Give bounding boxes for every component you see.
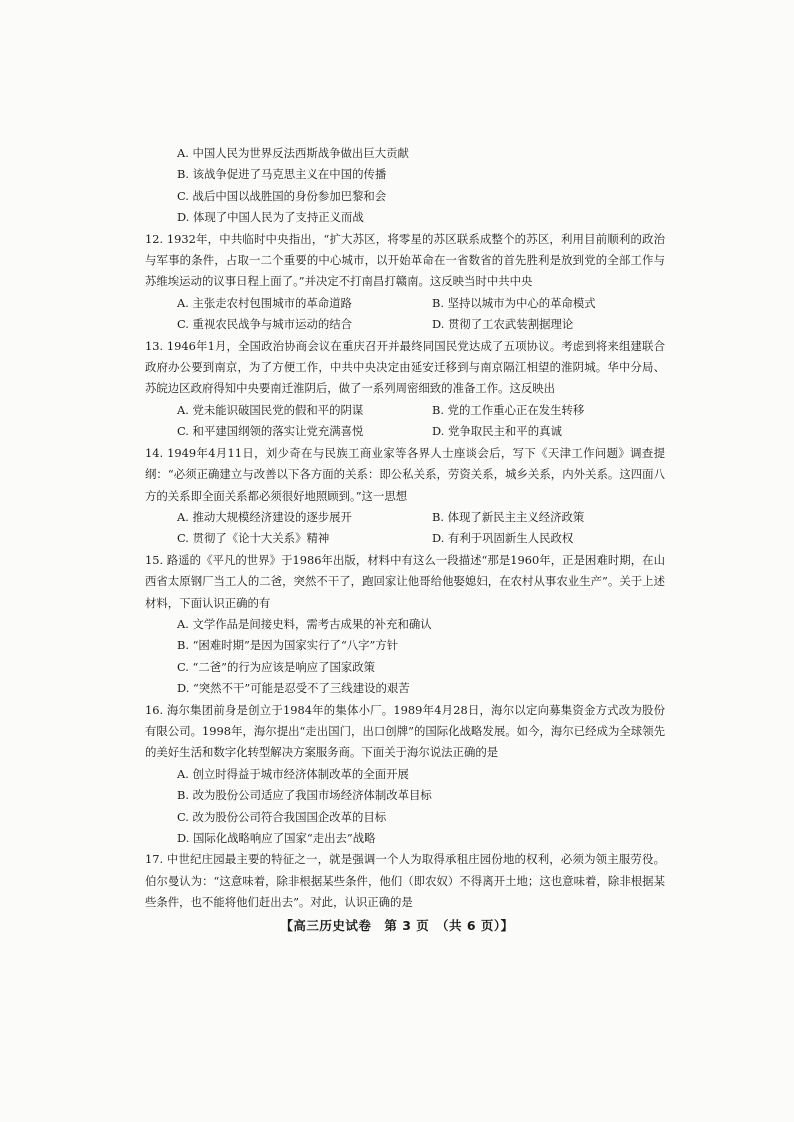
option-13-c: C. 和平建国纲领的落实让党充满喜悦 xyxy=(177,424,364,439)
option-16-c: C. 改为股份公司符合我国国企改革的目标 xyxy=(177,809,387,824)
option-14-a: A. 推动大规模经济建设的逐步展开 xyxy=(177,509,352,524)
option-15-a: A. 文学作品是间接史料，需考古成果的补充和确认 xyxy=(177,616,432,631)
option-11-c: C. 战后中国以战胜国的身份参加巴黎和会 xyxy=(177,188,387,203)
option-11-a: A. 中国人民为世界反法西斯战争做出巨大贡献 xyxy=(177,146,409,160)
option-14-d: D. 有利于巩固新生人民政权 xyxy=(432,531,574,546)
option-11-b: B. 该战争促进了马克思主义在中国的传播 xyxy=(177,167,387,182)
option-16-b: B. 改为股份公司适应了我国市场经济体制改革目标 xyxy=(177,788,432,803)
option-14-b: B. 体现了新民主主义经济政策 xyxy=(432,509,585,524)
option-16-d: D. 国际化战略响应了国家“走出去”战略 xyxy=(177,831,376,845)
question-13 xyxy=(145,336,665,443)
question-11-options xyxy=(145,143,665,229)
option-15-d: D. “突然不干”可能是忍受不了三线建设的艰苦 xyxy=(177,681,410,696)
question-16 xyxy=(145,700,665,850)
question-16-stem: 16. 海尔集团前身是创立于1984年的集体小厂。1989年4月28日，海尔以定向募集资金方式改为股份有限公司。1998年，海尔提出“走出国门，出口创牌”的国际化战略发展。如今，海尔已经成为全球领先的美好生活和数字化转型解决方案服务商。下面关于海尔说法正确的是 xyxy=(145,702,665,760)
option-15-c: C. “二爸”的行为应该是响应了国家政策 xyxy=(177,659,376,674)
question-15-stem: 15. 路遥的《平凡的世界》于1986年出版，材料中有这么一段描述“那是1960年，正是困难时期，在山西省太原钢厂当工人的二爸，突然不干了，跑回家让他哥给他娶媳妇，在农村从事农业生产”。关于上述材料，下面认识正确的有 xyxy=(145,552,665,610)
option-15-b: B. “困难时期”是因为国家实行了“八字”方针 xyxy=(177,638,399,653)
question-17-stem: 17. 中世纪庄园最主要的特征之一，就是强调一个人为取得承租庄园份地的权利，必须为领主服劳役。伯尔曼认为：“这意味着，除非根据某些条件，他们（即农奴）不得离开土地；这也意味着，除非根据某些条件，也不能将他们赶出去”。对此，认识正确的是 xyxy=(145,852,665,910)
question-14-stem: 14. 1949年4月11日，刘少奇在与民族工商业家等各界人士座谈会后，写下《天津工作问题》调查提纲：“必须正确建立与改善以下各方面的关系：即公私关系，劳资关系，城乡关系，内外关系。这四面八方的关系即全面关系都必须很好地照顾到。”这一思想 xyxy=(145,445,665,503)
option-12-c: C. 重视农民战争与城市运动的结合 xyxy=(177,317,353,332)
question-15 xyxy=(145,550,665,700)
option-11-d: D. 体现了中国人民为了支持正义而战 xyxy=(177,210,364,225)
option-13-d: D. 党争取民主和平的真诚 xyxy=(432,424,562,439)
option-13-b: B. 党的工作重心正在发生转移 xyxy=(432,402,585,417)
page-content xyxy=(145,143,665,914)
question-12 xyxy=(145,229,665,336)
option-12-b: B. 坚持以城市为中心的革命模式 xyxy=(432,295,596,310)
question-17 xyxy=(145,849,665,913)
page-footer: 【高三历史试卷 第 3 页 （共 6 页）】 xyxy=(280,918,514,933)
option-13-a: A. 党未能识破国民党的假和平的阴谋 xyxy=(177,402,364,417)
question-13-stem: 13. 1946年1月，全国政治协商会议在重庆召开并最终同国民党达成了五项协议。考虑到将来组建联合政府办公要到南京，为了方便工作，中共中央决定由延安迁移到与南京隔江相望的淮阴城。华中分局、苏皖边区政府得知中央要南迁淮阴后，做了一系列周密细致的准备工作。这反映出 xyxy=(145,338,665,396)
option-16-a: A. 创立时得益于城市经济体制改革的全面开展 xyxy=(177,766,409,781)
question-12-stem: 12. 1932年，中共临时中央指出，“扩大苏区，将零星的苏区联系成整个的苏区，利用目前顺利的政治与军事的条件，占取一二个重要的中心城市，以开始革命在一省数省的首先胜利是放到党的全部工作与苏维埃运动的议事日程上面了。”并决定不打南昌打赣南。这反映当时中共中央 xyxy=(145,231,665,289)
question-14 xyxy=(145,443,665,550)
option-14-c: C. 贯彻了《论十大关系》精神 xyxy=(177,531,330,546)
option-12-d: D. 贯彻了工农武装割据理论 xyxy=(432,317,574,332)
option-12-a: A. 主张走农村包围城市的革命道路 xyxy=(177,295,352,310)
